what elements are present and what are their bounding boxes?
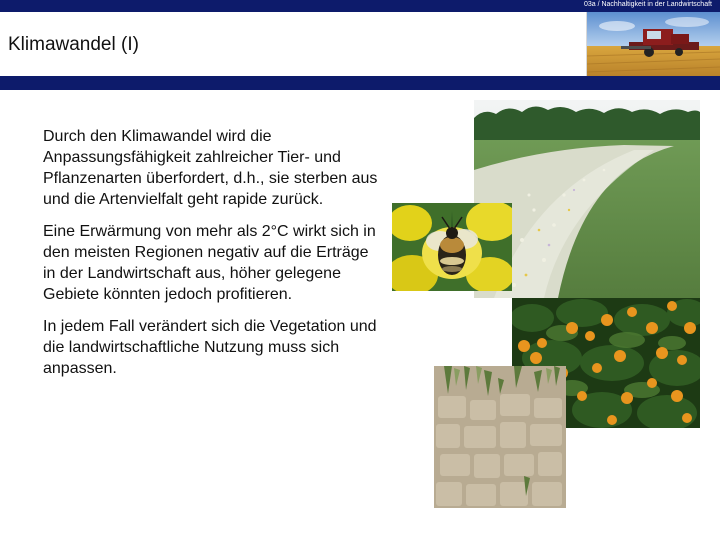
header-caption: 03a / Nachhaltigkeit in der Landwirtschaft bbox=[583, 1, 712, 8]
paragraph-adaptation: In jedem Fall verändert sich die Vegetation und die landwirtschaftliche Nutzung muss sich anpassen. bbox=[43, 318, 377, 377]
slide-title: Klimawandel (I) bbox=[8, 34, 139, 55]
paragraph-species: Durch den Klimawandel wird die Anpassungsfähigkeit zahlreicher Tier- und Pflanzenarten überfordert, d.h., sie sterben aus und die Artenvielfalt geht rapide zurück. bbox=[43, 128, 378, 208]
title-area bbox=[0, 12, 587, 76]
slide-body bbox=[43, 126, 383, 390]
paragraph-warming: Eine Erwärmung von mehr als 2°C wirkt sich in den meisten Regionen negativ auf die Erträge in der Landwirtschaft aus, höher gelegene Gebiete könnten jedoch profitieren. bbox=[43, 223, 376, 303]
cracked-dry-soil-photo bbox=[434, 366, 566, 508]
combine-harvester-photo bbox=[587, 12, 720, 76]
bee-on-yellow-flower-photo bbox=[392, 203, 512, 291]
top-banner bbox=[0, 0, 720, 12]
header-bottom-bar bbox=[0, 76, 720, 90]
